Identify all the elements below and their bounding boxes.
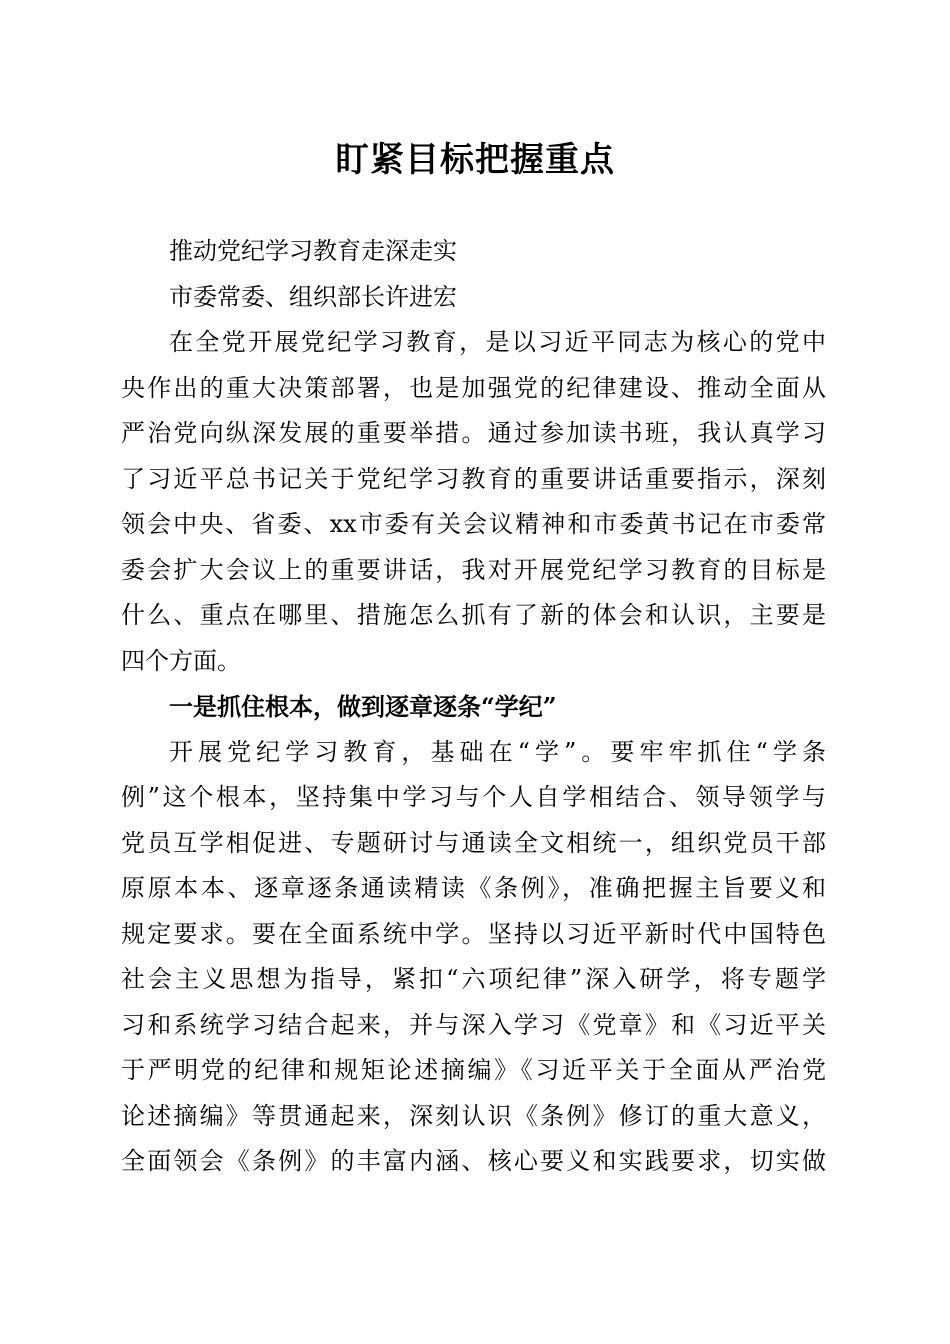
paragraph-line: 规定要求。要在全面系统中学。坚持以习近平新时代中国特色 xyxy=(121,919,826,948)
paragraph-line: 论述摘编》等贯通起来，深刻认识《条例》修订的重大意义， xyxy=(121,1101,826,1130)
document-body xyxy=(121,229,826,1185)
paragraph-line: 原原本本、逐章逐条通读精读《条例》，准确把握主旨要义和 xyxy=(121,874,826,902)
paragraph-line: 党员互学相促进、专题研讨与通读全文相统一，组织党员干部 xyxy=(121,828,826,857)
paragraph-line: 于严明党的纪律和规矩论述摘编》《习近平关于全面从严治党 xyxy=(121,1056,826,1084)
author-line: 市委常委、组织部长许进宏 xyxy=(169,282,457,311)
paragraph-line: 领会中央、省委、xx市委有关会议精神和市委黄书记在市委常 xyxy=(121,510,826,538)
subtitle: 推动党纪学习教育走深走实 xyxy=(169,237,457,265)
paragraph-line: 央作出的重大决策部署，也是加强党的纪律建设、推动全面从 xyxy=(121,373,826,402)
paragraph-intro xyxy=(121,320,826,684)
paragraph-line: 委会扩大会议上的重要讲话，我对开展党纪学习教育的目标是 xyxy=(121,555,826,584)
paragraph-section-1 xyxy=(121,730,826,1185)
paragraph-line: 严治党向纵深发展的重要举措。通过参加读书班，我认真学习 xyxy=(121,419,826,447)
section-heading: 一是抓住根本，做到逐章逐条“学纪” xyxy=(169,692,557,721)
paragraph-line: 例”这个根本，坚持集中学习与个人自学相结合、领导领学与 xyxy=(121,783,826,811)
paragraph-line: 了习近平总书记关于党纪学习教育的重要讲话重要指示，深刻 xyxy=(121,464,826,493)
paragraph-line: 四个方面。 xyxy=(121,646,241,675)
paragraph-line: 习和系统学习结合起来，并与深入学习《党章》和《习近平关 xyxy=(121,1010,826,1039)
paragraph-line: 社会主义思想为指导，紧扣“六项纪律”深入研学，将专题学 xyxy=(121,965,826,993)
document-title: 盯紧目标把握重点 xyxy=(335,140,615,180)
paragraph-line: 在全党开展党纪学习教育，是以习近平同志为核心的党中 xyxy=(169,328,826,356)
paragraph-line: 什么、重点在哪里、措施怎么抓有了新的体会和认识，主要是 xyxy=(121,601,826,629)
paragraph-line: 全面领会《条例》的丰富内涵、核心要义和实践要求，切实做 xyxy=(121,1147,826,1175)
paragraph-line: 开展党纪学习教育，基础在“学”。要牢牢抓住“学条 xyxy=(169,737,826,766)
